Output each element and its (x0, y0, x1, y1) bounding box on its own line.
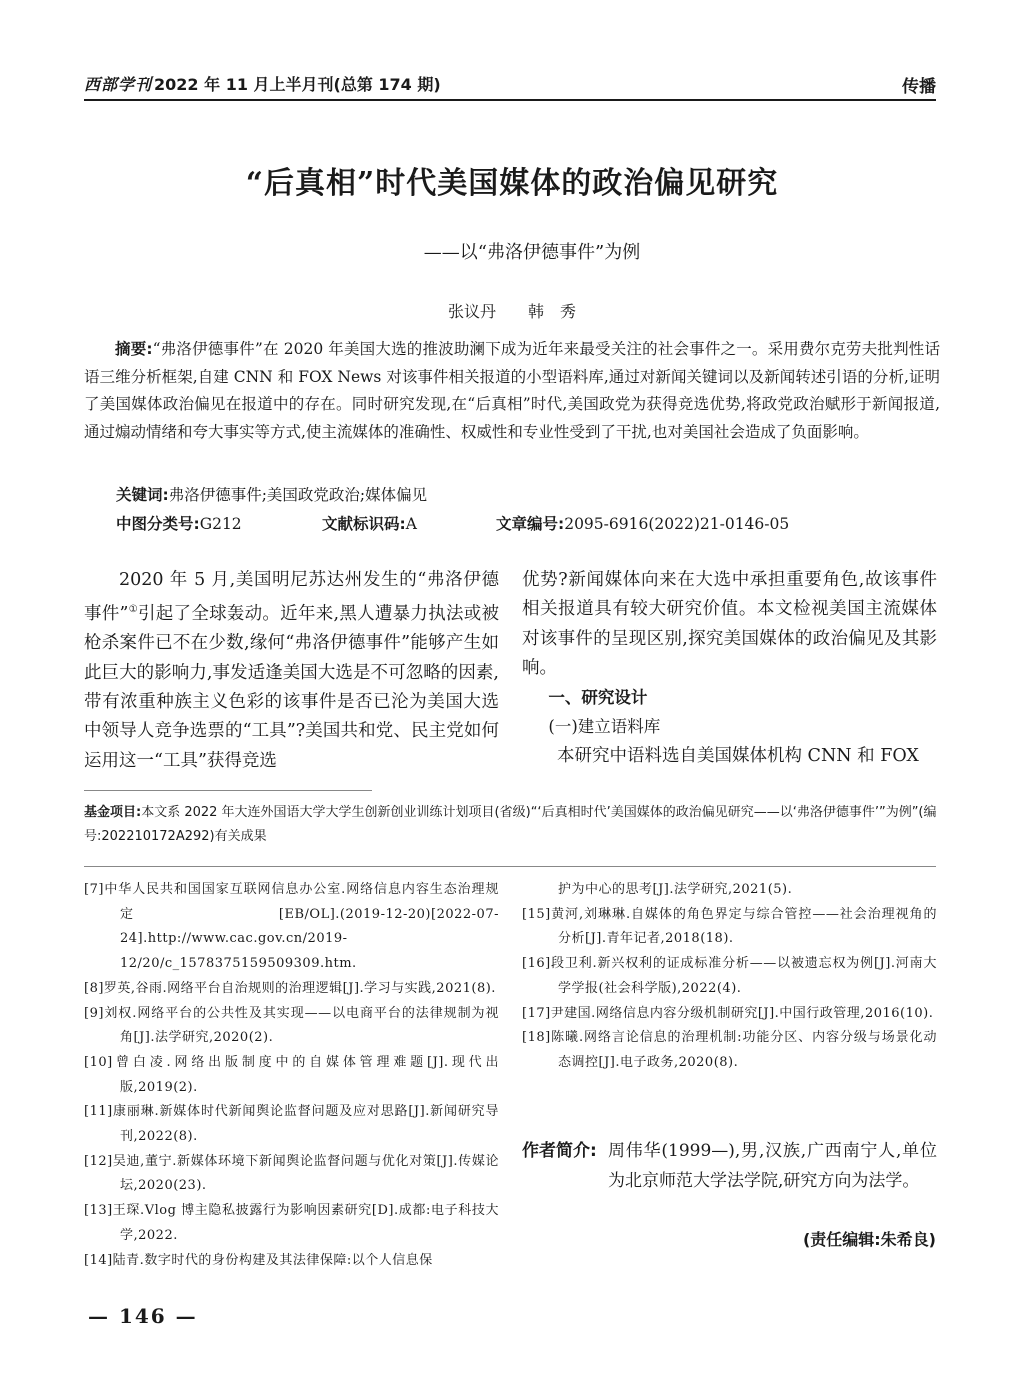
keywords-label: 关键词: (116, 486, 169, 504)
references-right (522, 878, 937, 1076)
reference-item: [7]中华人民共和国国家互联网信息办公室.网络信息内容生态治理规定[EB/OL].(2019-12-20)[2022-07-24].http://www.cac.gov.cn/2019-12/20/c_1578375159509309.htm. (84, 882, 499, 972)
body-paragraph: 本研究中语料选自美国媒体机构 CNN 和 FOX (557, 745, 919, 766)
bio-text: 周伟华(1999—),男,汉族,广西南宁人,单位为北京师范大学法学院,研究方向为法学。 (608, 1141, 937, 1191)
reference-item: [16]段卫利.新兴权利的证成标准分析——以被遗忘权为例[J].河南大学学报(社会科学版),2022(4). (522, 956, 937, 996)
bio-label: 作者简介: (522, 1141, 597, 1161)
reference-item: [10]曾白凌.网络出版制度中的自媒体管理难题[J].现代出版,2019(2). (84, 1054, 499, 1095)
issue-info: 2022 年 11 月上半月刊(总第 174 期) (154, 75, 441, 94)
reference-item: [17]尹建国.网络信息内容分级机制研究[J].中国行政管理,2016(10). (522, 1005, 934, 1021)
keywords (116, 483, 427, 505)
funding-note (84, 801, 940, 849)
body-text: 2020 年 5 月,美国明尼苏达州发生的“弗洛伊德事件” (84, 570, 499, 625)
funding-label: 基金项目: (84, 805, 142, 820)
author-name: 韩 秀 (528, 302, 577, 321)
reference-item: [18]陈曦.网络言论信息的治理机制:功能分区、内容分级与场景化动态调控[J].电子政务,2020(8). (522, 1030, 937, 1070)
doc-code-label: 文献标识码: (322, 515, 406, 533)
clc-value: G212 (199, 515, 242, 533)
doc-code-value: A (405, 515, 417, 533)
funding-text: 本文系 2022 年大连外国语大学大学生创新创业训练计划项目(省级)“‘后真相时代’美国媒体的政治偏见研究——以‘弗洛伊德事件’”为例”(编号:202210172A292)有关成果 (84, 805, 937, 844)
journal-logo: 西部学刊 (84, 75, 153, 94)
body-paragraph: 优势?新闻媒体向来在大选中承担重要角色,故该事件相关报道具有较大研究价值。本文检视美国主流媒体对该事件的呈现区别,探究美国媒体的政治偏见及其影响。 (522, 570, 937, 678)
abstract-text: “弗洛伊德事件”在 2020 年美国大选的推波助澜下成为近年来最受关注的社会事件之一。采用费尔克劳夫批判性话语三维分析框架,自建 CNN 和 FOX News 对该事件相关报道的小型语料库,通过对新闻关键词以及新闻转述引语的分析,证明了美国媒体政治偏见在报道中的存在。同时研究发现,在“后真相”时代,美国政党为获得竞选优势,将政党政治赋形于新闻报道,通过煽动情绪和夸大事实等方式,使主流媒体的准确性、权威性和专业性受到了干扰,也对美国社会造成了负面影响。 (84, 340, 940, 441)
abstract (84, 336, 940, 446)
page-number: — 146 — (88, 1304, 198, 1328)
keywords-text: 弗洛伊德事件;美国政党政治;媒体偏见 (168, 486, 428, 504)
article-number-value: 2095-6916(2022)21-0146-05 (564, 515, 790, 533)
reference-item: [14]陆青.数字时代的身份构建及其法律保障:以个人信息保 (84, 1252, 433, 1268)
reference-item: [12]吴迪,董宁.新媒体环境下新闻舆论监督问题与优化对策[J].传媒论坛,2020(23). (84, 1153, 499, 1194)
author-bio (522, 1137, 937, 1196)
article-number-label: 文章编号: (496, 515, 565, 533)
running-header (84, 72, 441, 95)
reference-item: [13]王琛.Vlog 博主隐私披露行为影响因素研究[D].成都:电子科技大学,2022. (84, 1203, 499, 1243)
responsible-editor: (责任编辑:朱希良) (802, 1230, 936, 1249)
abstract-label: 摘要: (115, 340, 153, 358)
author-name: 张议丹 (447, 302, 496, 321)
reference-item: [8]罗英,谷雨.网络平台自治规则的治理逻辑[J].学习与实践,2021(8). (84, 980, 496, 996)
body-right-column (522, 566, 937, 771)
body-text: 引起了全球轰动。近年来,黑人遭暴力执法或被枪杀案件已不在少数,缘何“弗洛伊德事件”能够产生如此巨大的影响力,事发适逢美国大选是不可忽略的因素,带有浓重种族主义色彩的该事件是否已沦为美国大选中领导人竞争选票的“工具”?美国共和党、民主党如何运用这一“工具”获得竞选 (84, 604, 500, 771)
section-heading: 一、研究设计 (548, 688, 648, 708)
article-title: “后真相”时代美国媒体的政治偏见研究 (245, 166, 779, 201)
clc-label: 中图分类号: (116, 515, 200, 533)
article-subtitle: ——以“弗洛伊德事件”为例 (423, 242, 641, 263)
reference-item: [9]刘权.网络平台的公共性及其实现——以电商平台的法律规制为视角[J].法学研究,2020(2). (84, 1005, 499, 1046)
author-list (0, 299, 1024, 322)
references-left (84, 878, 499, 1273)
classification-row (116, 512, 936, 534)
footnote-rule (84, 790, 372, 791)
section-name: 传播 (902, 77, 936, 97)
header-rule (84, 99, 936, 101)
reference-item: [11]康丽琳.新媒体时代新闻舆论监督问题及应对思路[J].新闻研究导刊,2022(8). (84, 1104, 499, 1145)
footnote-marker: ① (128, 604, 139, 616)
reference-item: [15]黄河,刘琳琳.自媒体的角色界定与综合管控——社会治理视角的分析[J].青年记者,2018(18). (522, 906, 937, 947)
subsection-heading: (一)建立语料库 (548, 717, 661, 737)
references-rule (84, 866, 936, 867)
body-left-column (84, 566, 499, 776)
reference-item: 护为中心的思考[J].法学研究,2021(5). (558, 882, 793, 897)
